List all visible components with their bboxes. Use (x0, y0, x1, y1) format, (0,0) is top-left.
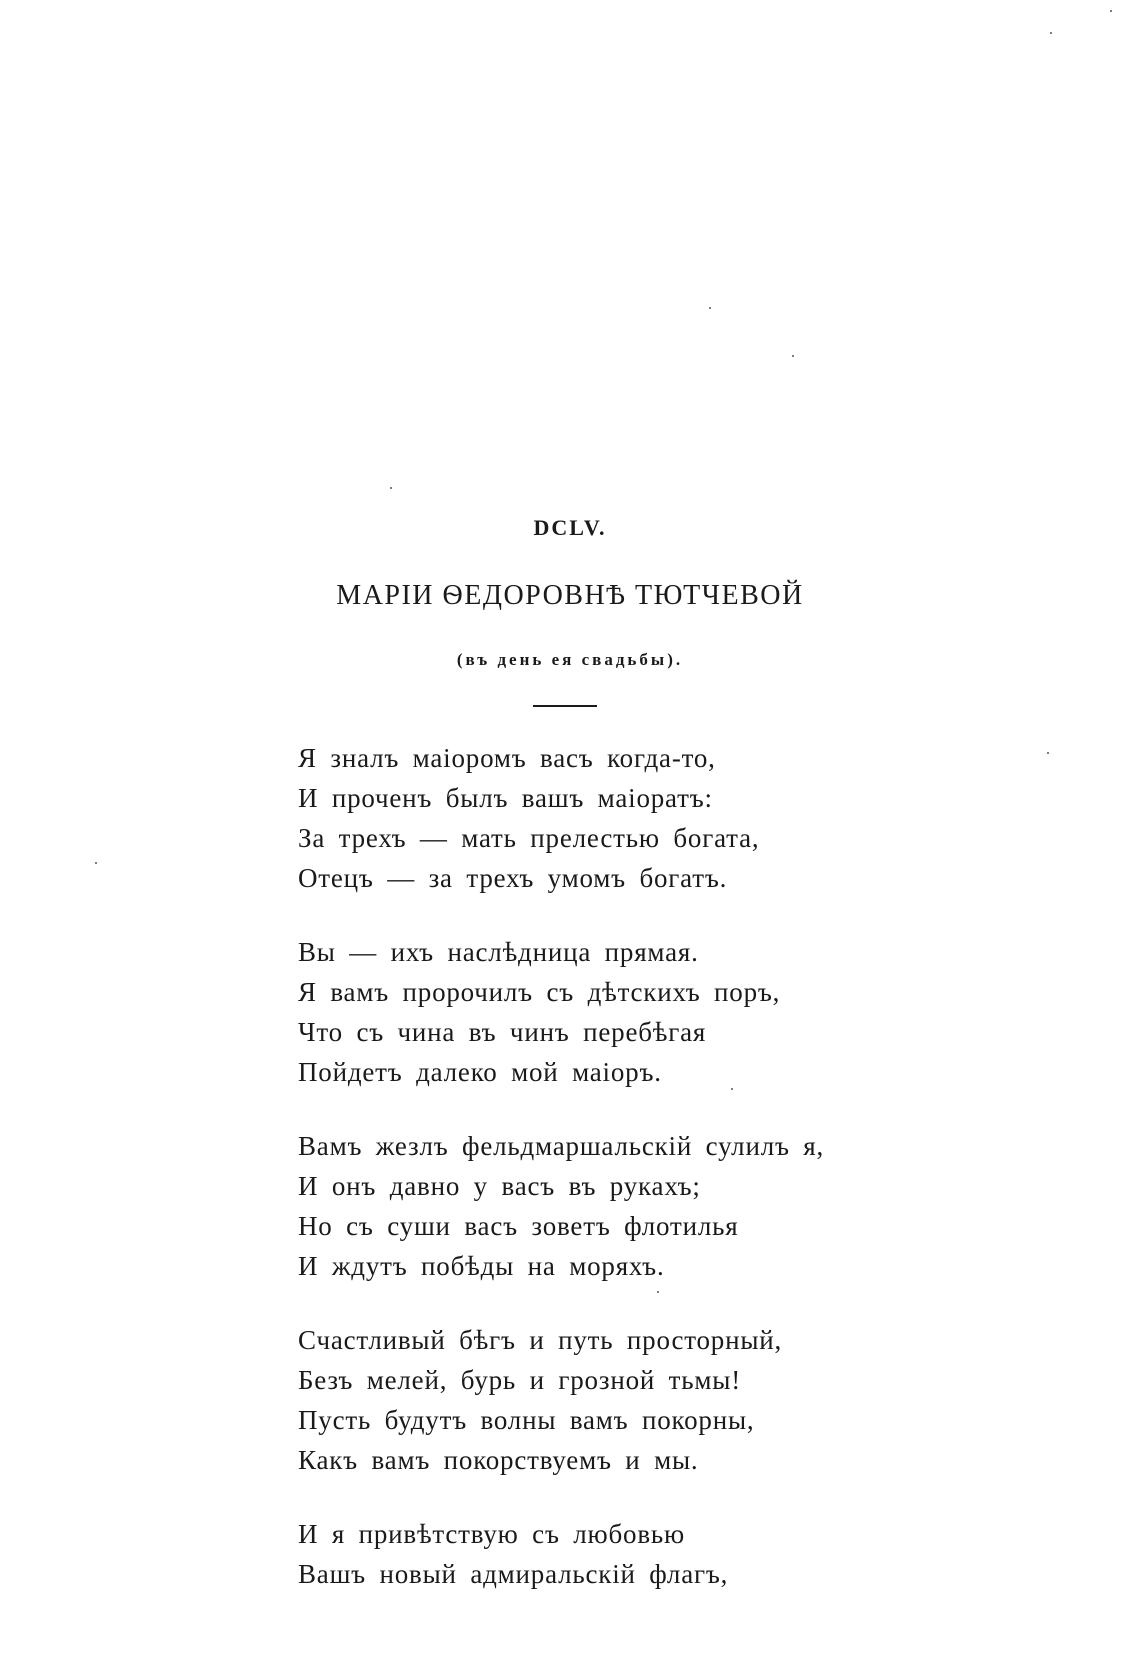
stanza-5 (298, 1514, 898, 1594)
verse-line: Пойдетъ далеко мой маіоръ. (298, 1057, 662, 1087)
stanza-4 (298, 1320, 898, 1480)
scan-speck (792, 355, 794, 357)
scan-speck (1050, 32, 1052, 34)
verse-line: Какъ вамъ покорствуемъ и мы. (298, 1445, 699, 1475)
verse-line: Пусть будутъ волны вамъ покорны, (298, 1405, 755, 1435)
scan-speck (1047, 752, 1049, 754)
scan-speck (657, 1291, 659, 1293)
verse-line: Отецъ — за трехъ умомъ богатъ. (298, 863, 728, 893)
scan-speck (709, 307, 711, 309)
verse-line: Что съ чина въ чинъ перебѣгая (298, 1017, 707, 1047)
stanza-2 (298, 932, 898, 1092)
stanza-1 (298, 738, 898, 898)
verse-line: Вашъ новый адмиральскій флагъ, (298, 1559, 729, 1589)
verse-line: Вы — ихъ наслѣдница прямая. (298, 937, 699, 967)
verse-line: И проченъ былъ вашъ маіоратъ: (298, 783, 713, 813)
verse-line: Я вамъ пророчилъ съ дѣтскихъ поръ, (298, 977, 781, 1007)
scan-speck (1110, 10, 1112, 12)
scan-speck (731, 1088, 733, 1090)
title-divider (533, 705, 597, 707)
verse-line: И я привѣтствую съ любовью (298, 1519, 685, 1549)
verse-line: И ждутъ побѣды на моряхъ. (298, 1251, 665, 1281)
poem-number: DCLV. (533, 515, 607, 540)
stanza-3 (298, 1126, 898, 1286)
poem-body (298, 738, 898, 1628)
verse-line: Я зналъ маіоромъ васъ когда-то, (298, 743, 716, 773)
verse-line: Но съ суши васъ зоветъ флотилья (298, 1211, 739, 1241)
verse-line: И онъ давно у васъ въ рукахъ; (298, 1171, 701, 1201)
verse-line: Вамъ жезлъ фельдмаршальскій сулилъ я, (298, 1131, 825, 1161)
scan-speck (390, 487, 392, 489)
verse-line: За трехъ — мать прелестью богата, (298, 823, 760, 853)
poem-subtitle: (въ день ея свадьбы). (456, 650, 684, 669)
verse-line: Безъ мелей, бурь и грозной тьмы! (298, 1365, 741, 1395)
verse-line: Счастливый бѣгъ и путь просторный, (298, 1325, 783, 1355)
scan-speck (95, 862, 97, 864)
poem-title: МАРІИ ѲЕДОРОВНѢ ТЮТЧЕВОЙ (336, 580, 804, 611)
